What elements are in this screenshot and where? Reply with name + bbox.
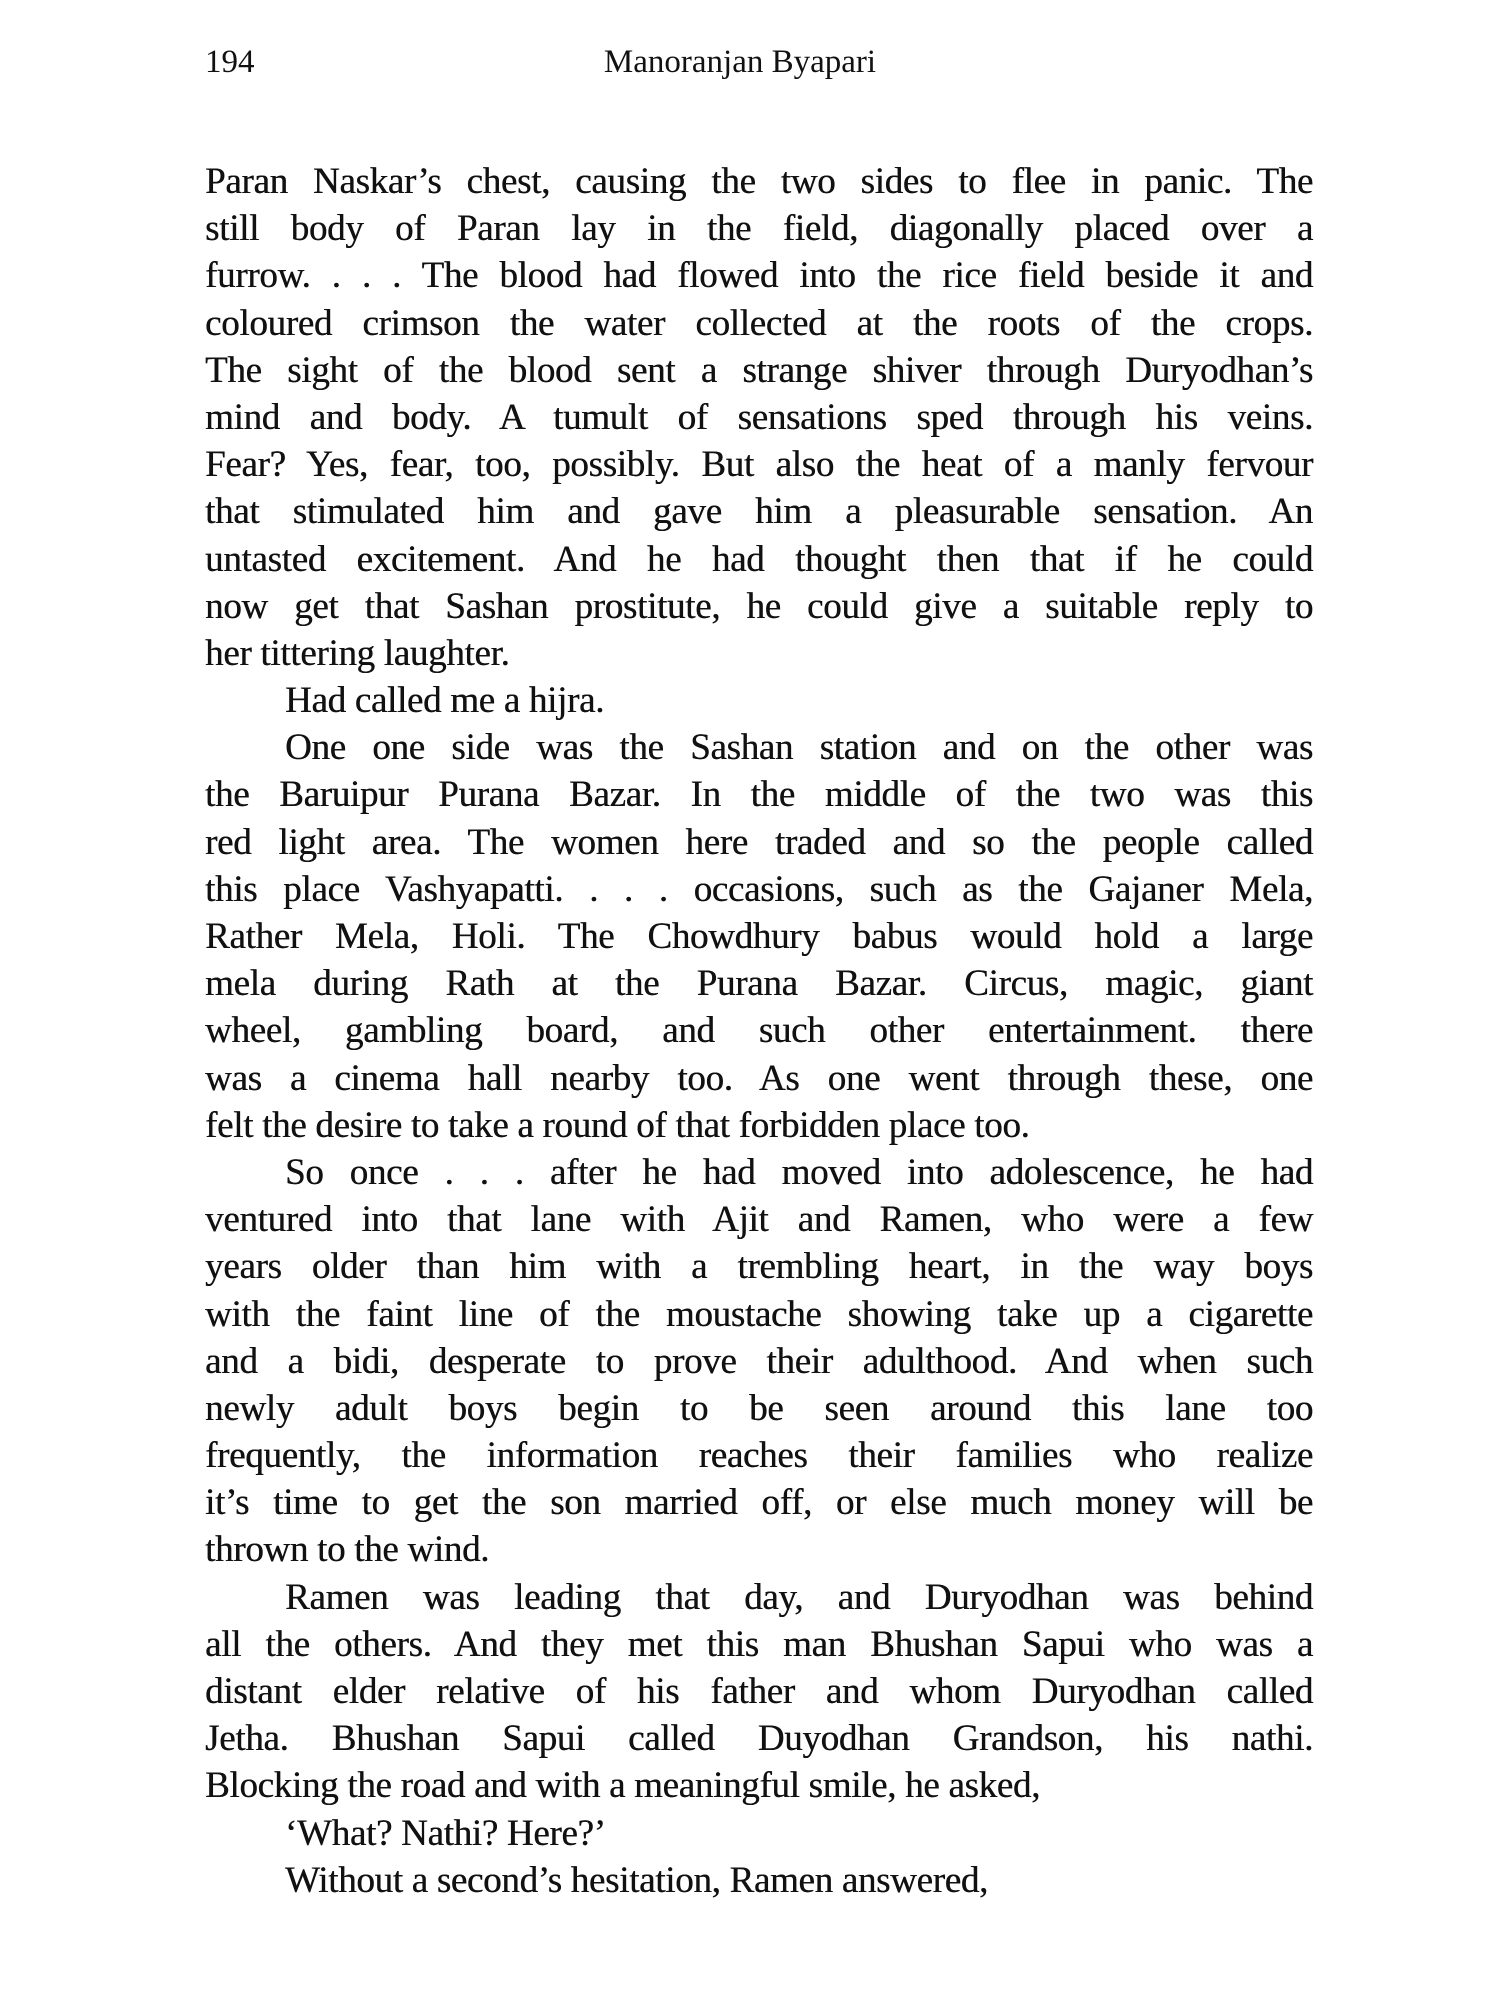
text-line: Jetha. Bhushan Sapui called Duyodhan Grandson, his nathi.	[205, 1718, 1313, 1760]
text-line: her tittering laughter.	[205, 632, 510, 674]
text-line: red light area. The women here traded and so the people called	[205, 821, 1313, 863]
text-line: felt the desire to take a round of that forbidden place too.	[205, 1104, 1030, 1146]
text-line: One one side was the Sashan station and on the other was	[285, 727, 1313, 769]
text-line: distant elder relative of his father and whom Duryodhan called	[205, 1671, 1313, 1712]
text-line: thrown to the wind.	[205, 1529, 490, 1571]
text-line: this place Vashyapatti. . . . occasions, such as the Gajaner Mela,	[205, 868, 1313, 910]
text-line: Had called me a hijra.	[285, 680, 605, 722]
text-line: was a cinema hall nearby too. As one went through these, one	[205, 1057, 1313, 1099]
page-number: 194	[205, 44, 255, 80]
body-text	[205, 158, 1313, 1904]
text-line: The sight of the blood sent a strange shiver through Duryodhan’s	[205, 349, 1313, 391]
paragraph	[205, 1574, 1313, 1810]
paragraph	[205, 1149, 1313, 1574]
text-line: newly adult boys begin to be seen around this lane too	[205, 1387, 1313, 1429]
paragraph	[205, 1857, 1313, 1904]
text-line: frequently, the information reaches their families who realize	[205, 1435, 1313, 1477]
text-line: Rather Mela, Holi. The Chowdhury babus would hold a large	[205, 916, 1313, 957]
text-line: So once . . . after he had moved into adolescence, he had	[285, 1151, 1313, 1193]
text-line: mind and body. A tumult of sensations sped through his veins.	[205, 396, 1313, 438]
text-line: and a bidi, desperate to prove their adulthood. And when such	[205, 1340, 1313, 1382]
text-line: wheel, gambling board, and such other entertainment. there	[205, 1010, 1313, 1052]
text-line: coloured crimson the water collected at the roots of the crops.	[205, 302, 1313, 344]
text-line: still body of Paran lay in the field, diagonally placed over a	[205, 208, 1313, 250]
text-line: ventured into that lane with Ajit and Ramen, who were a few	[205, 1199, 1313, 1241]
text-line: all the others. And they met this man Bhushan Sapui who was a	[205, 1623, 1313, 1665]
text-line: Without a second’s hesitation, Ramen answered,	[285, 1859, 988, 1901]
text-line: Fear? Yes, fear, too, possibly. But also the heat of a manly fervour	[205, 444, 1313, 486]
text-line: it’s time to get the son married off, or else much money will be	[205, 1482, 1313, 1524]
paragraph	[205, 724, 1313, 1149]
text-line: the Baruipur Purana Bazar. In the middle of the two was this	[205, 774, 1313, 816]
text-line: untasted excitement. And he had thought then that if he could	[205, 538, 1313, 580]
paragraph	[205, 1810, 1313, 1857]
text-line: ‘What? Nathi? Here?’	[285, 1812, 606, 1854]
text-line: mela during Rath at the Purana Bazar. Circus, magic, giant	[205, 963, 1313, 1005]
text-line: furrow. . . . The blood had flowed into the rice field beside it and	[205, 255, 1313, 297]
running-head-text: Manoranjan Byapari	[603, 44, 877, 80]
text-line: that stimulated him and gave him a pleasurable sensation. An	[205, 491, 1313, 533]
text-line: Blocking the road and with a meaningful smile, he asked,	[205, 1765, 1041, 1807]
paragraph	[205, 677, 1313, 724]
paragraph	[205, 158, 1313, 677]
text-line: years older than him with a trembling heart, in the way boys	[205, 1246, 1313, 1288]
text-line: with the faint line of the moustache showing take up a cigarette	[205, 1293, 1313, 1335]
text-line: Paran Naskar’s chest, causing the two sides to flee in panic. The	[205, 161, 1313, 202]
running-head	[0, 40, 1500, 84]
text-line: now get that Sashan prostitute, he could give a suitable reply to	[205, 585, 1313, 627]
text-line: Ramen was leading that day, and Duryodhan was behind	[285, 1576, 1313, 1618]
